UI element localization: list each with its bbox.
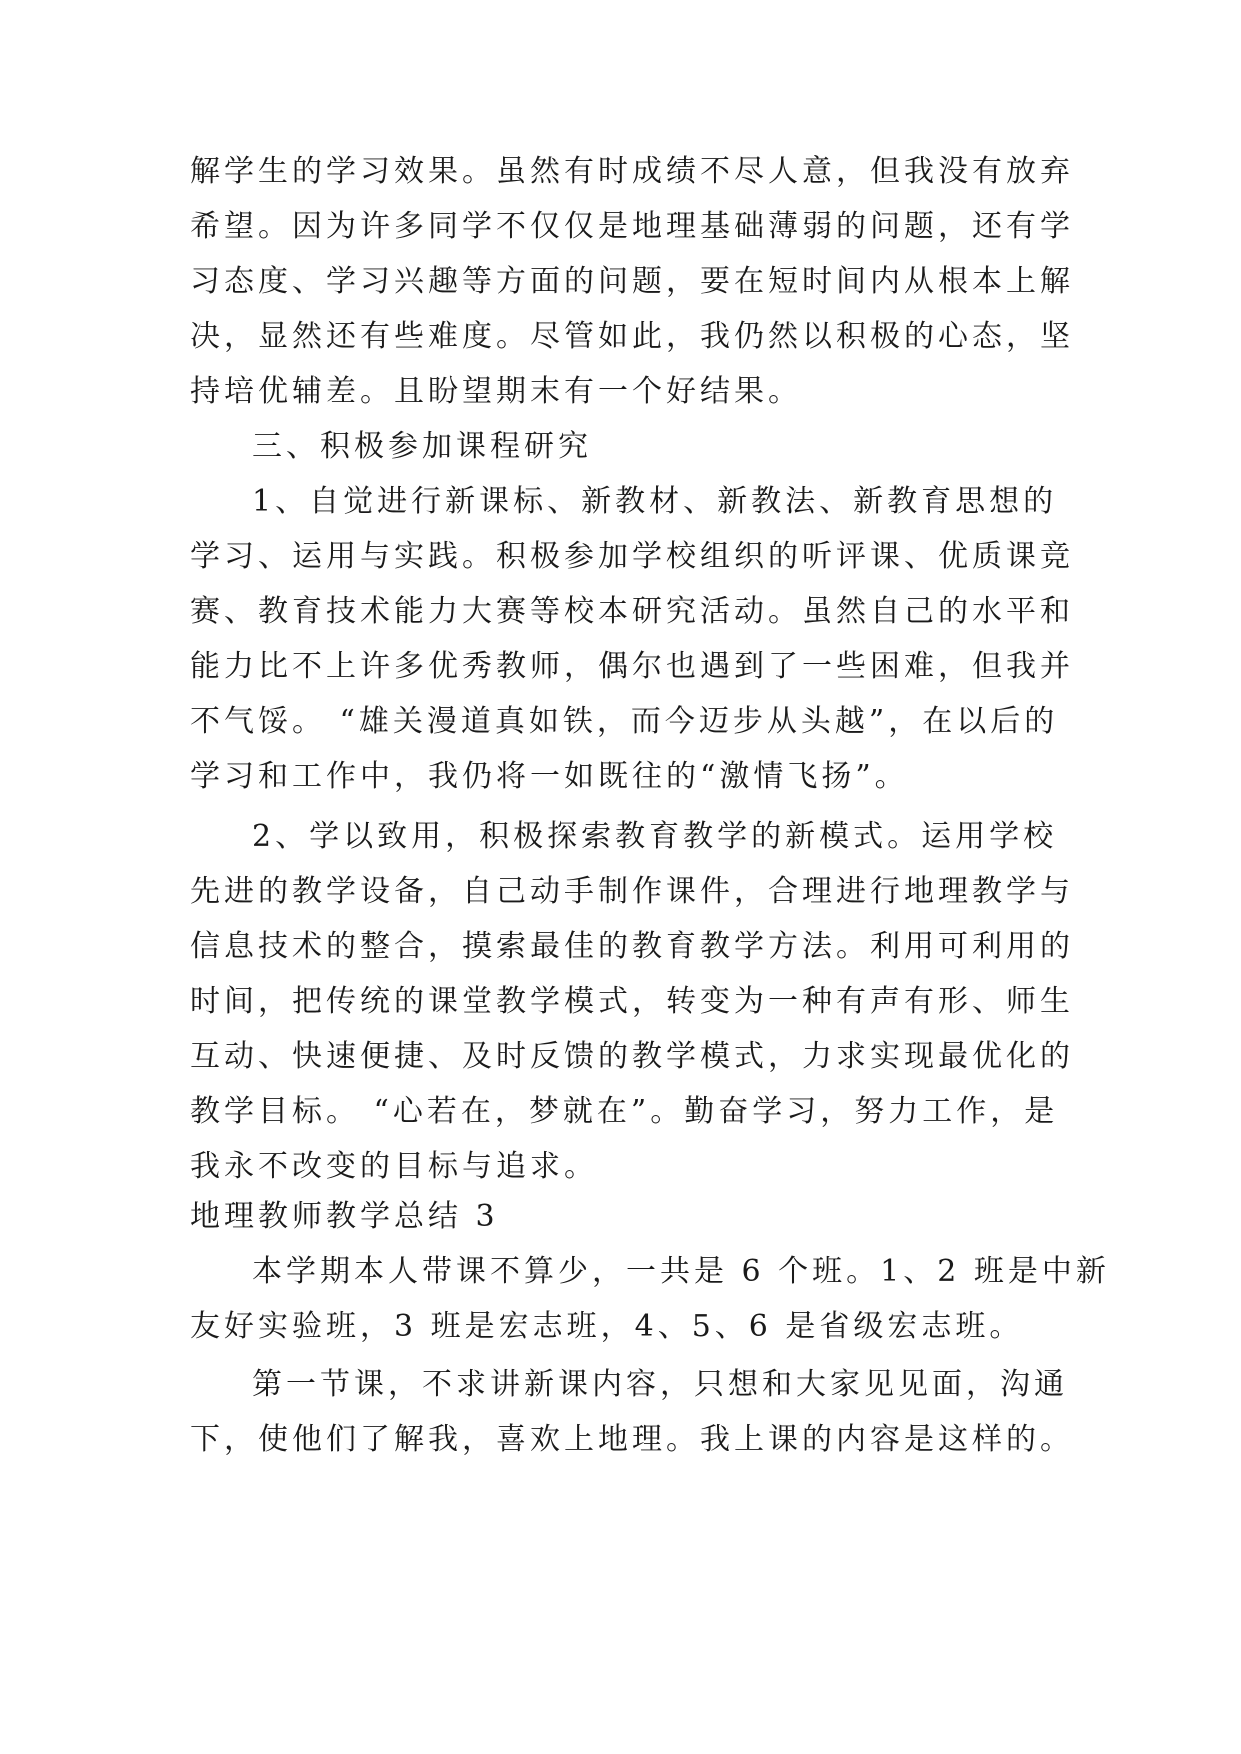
text-line: 教学目标。 “心若在，梦就在”。勤奋学习，努力工作，是 bbox=[190, 1094, 1059, 1129]
text-line: 不气馁。 “雄关漫道真如铁，而今迈步从头越”，在以后的 bbox=[190, 704, 1059, 739]
text-line: 本学期本人带课不算少，一共是 6 个班。1、2 班是中新 bbox=[252, 1254, 1110, 1289]
text-line: 能力比不上许多优秀教师，偶尔也遇到了一些困难，但我并 bbox=[190, 649, 1074, 684]
text-line: 学习和工作中，我仍将一如既往的“激情飞扬”。 bbox=[190, 759, 909, 794]
section-title: 地理教师教学总结 3 bbox=[190, 1199, 499, 1234]
text-line: 习态度、学习兴趣等方面的问题，要在短时间内从根本上解 bbox=[190, 264, 1074, 299]
text-line: 信息技术的整合，摸索最佳的教育教学方法。利用可利用的 bbox=[190, 929, 1074, 964]
text-line: 时间，把传统的课堂教学模式，转变为一种有声有形、师生 bbox=[190, 984, 1074, 1019]
text-line: 友好实验班，3 班是宏志班，4、5、6 是省级宏志班。 bbox=[190, 1309, 1024, 1344]
text-line: 2、学以致用，积极探索教育教学的新模式。运用学校 bbox=[252, 819, 1058, 854]
section-heading: 三、积极参加课程研究 bbox=[252, 429, 592, 464]
text-line: 赛、教育技术能力大赛等校本研究活动。虽然自己的水平和 bbox=[190, 594, 1074, 629]
text-line: 希望。因为许多同学不仅仅是地理基础薄弱的问题，还有学 bbox=[190, 209, 1074, 244]
text-line: 下，使他们了解我，喜欢上地理。我上课的内容是这样的。 bbox=[190, 1422, 1074, 1457]
text-line: 第一节课，不求讲新课内容，只想和大家见见面，沟通 bbox=[252, 1367, 1068, 1402]
text-line: 解学生的学习效果。虽然有时成绩不尽人意，但我没有放弃 bbox=[190, 154, 1074, 189]
text-line: 先进的教学设备，自己动手制作课件，合理进行地理教学与 bbox=[190, 874, 1074, 909]
text-line: 决，显然还有些难度。尽管如此，我仍然以积极的心态，坚 bbox=[190, 319, 1074, 354]
text-line: 我永不改变的目标与追求。 bbox=[190, 1149, 598, 1184]
text-line: 学习、运用与实践。积极参加学校组织的听评课、优质课竞 bbox=[190, 539, 1074, 574]
text-line: 持培优辅差。且盼望期末有一个好结果。 bbox=[190, 374, 802, 409]
text-line: 1、自觉进行新课标、新教材、新教法、新教育思想的 bbox=[252, 484, 1058, 519]
text-line: 互动、快速便捷、及时反馈的教学模式，力求实现最优化的 bbox=[190, 1039, 1074, 1074]
